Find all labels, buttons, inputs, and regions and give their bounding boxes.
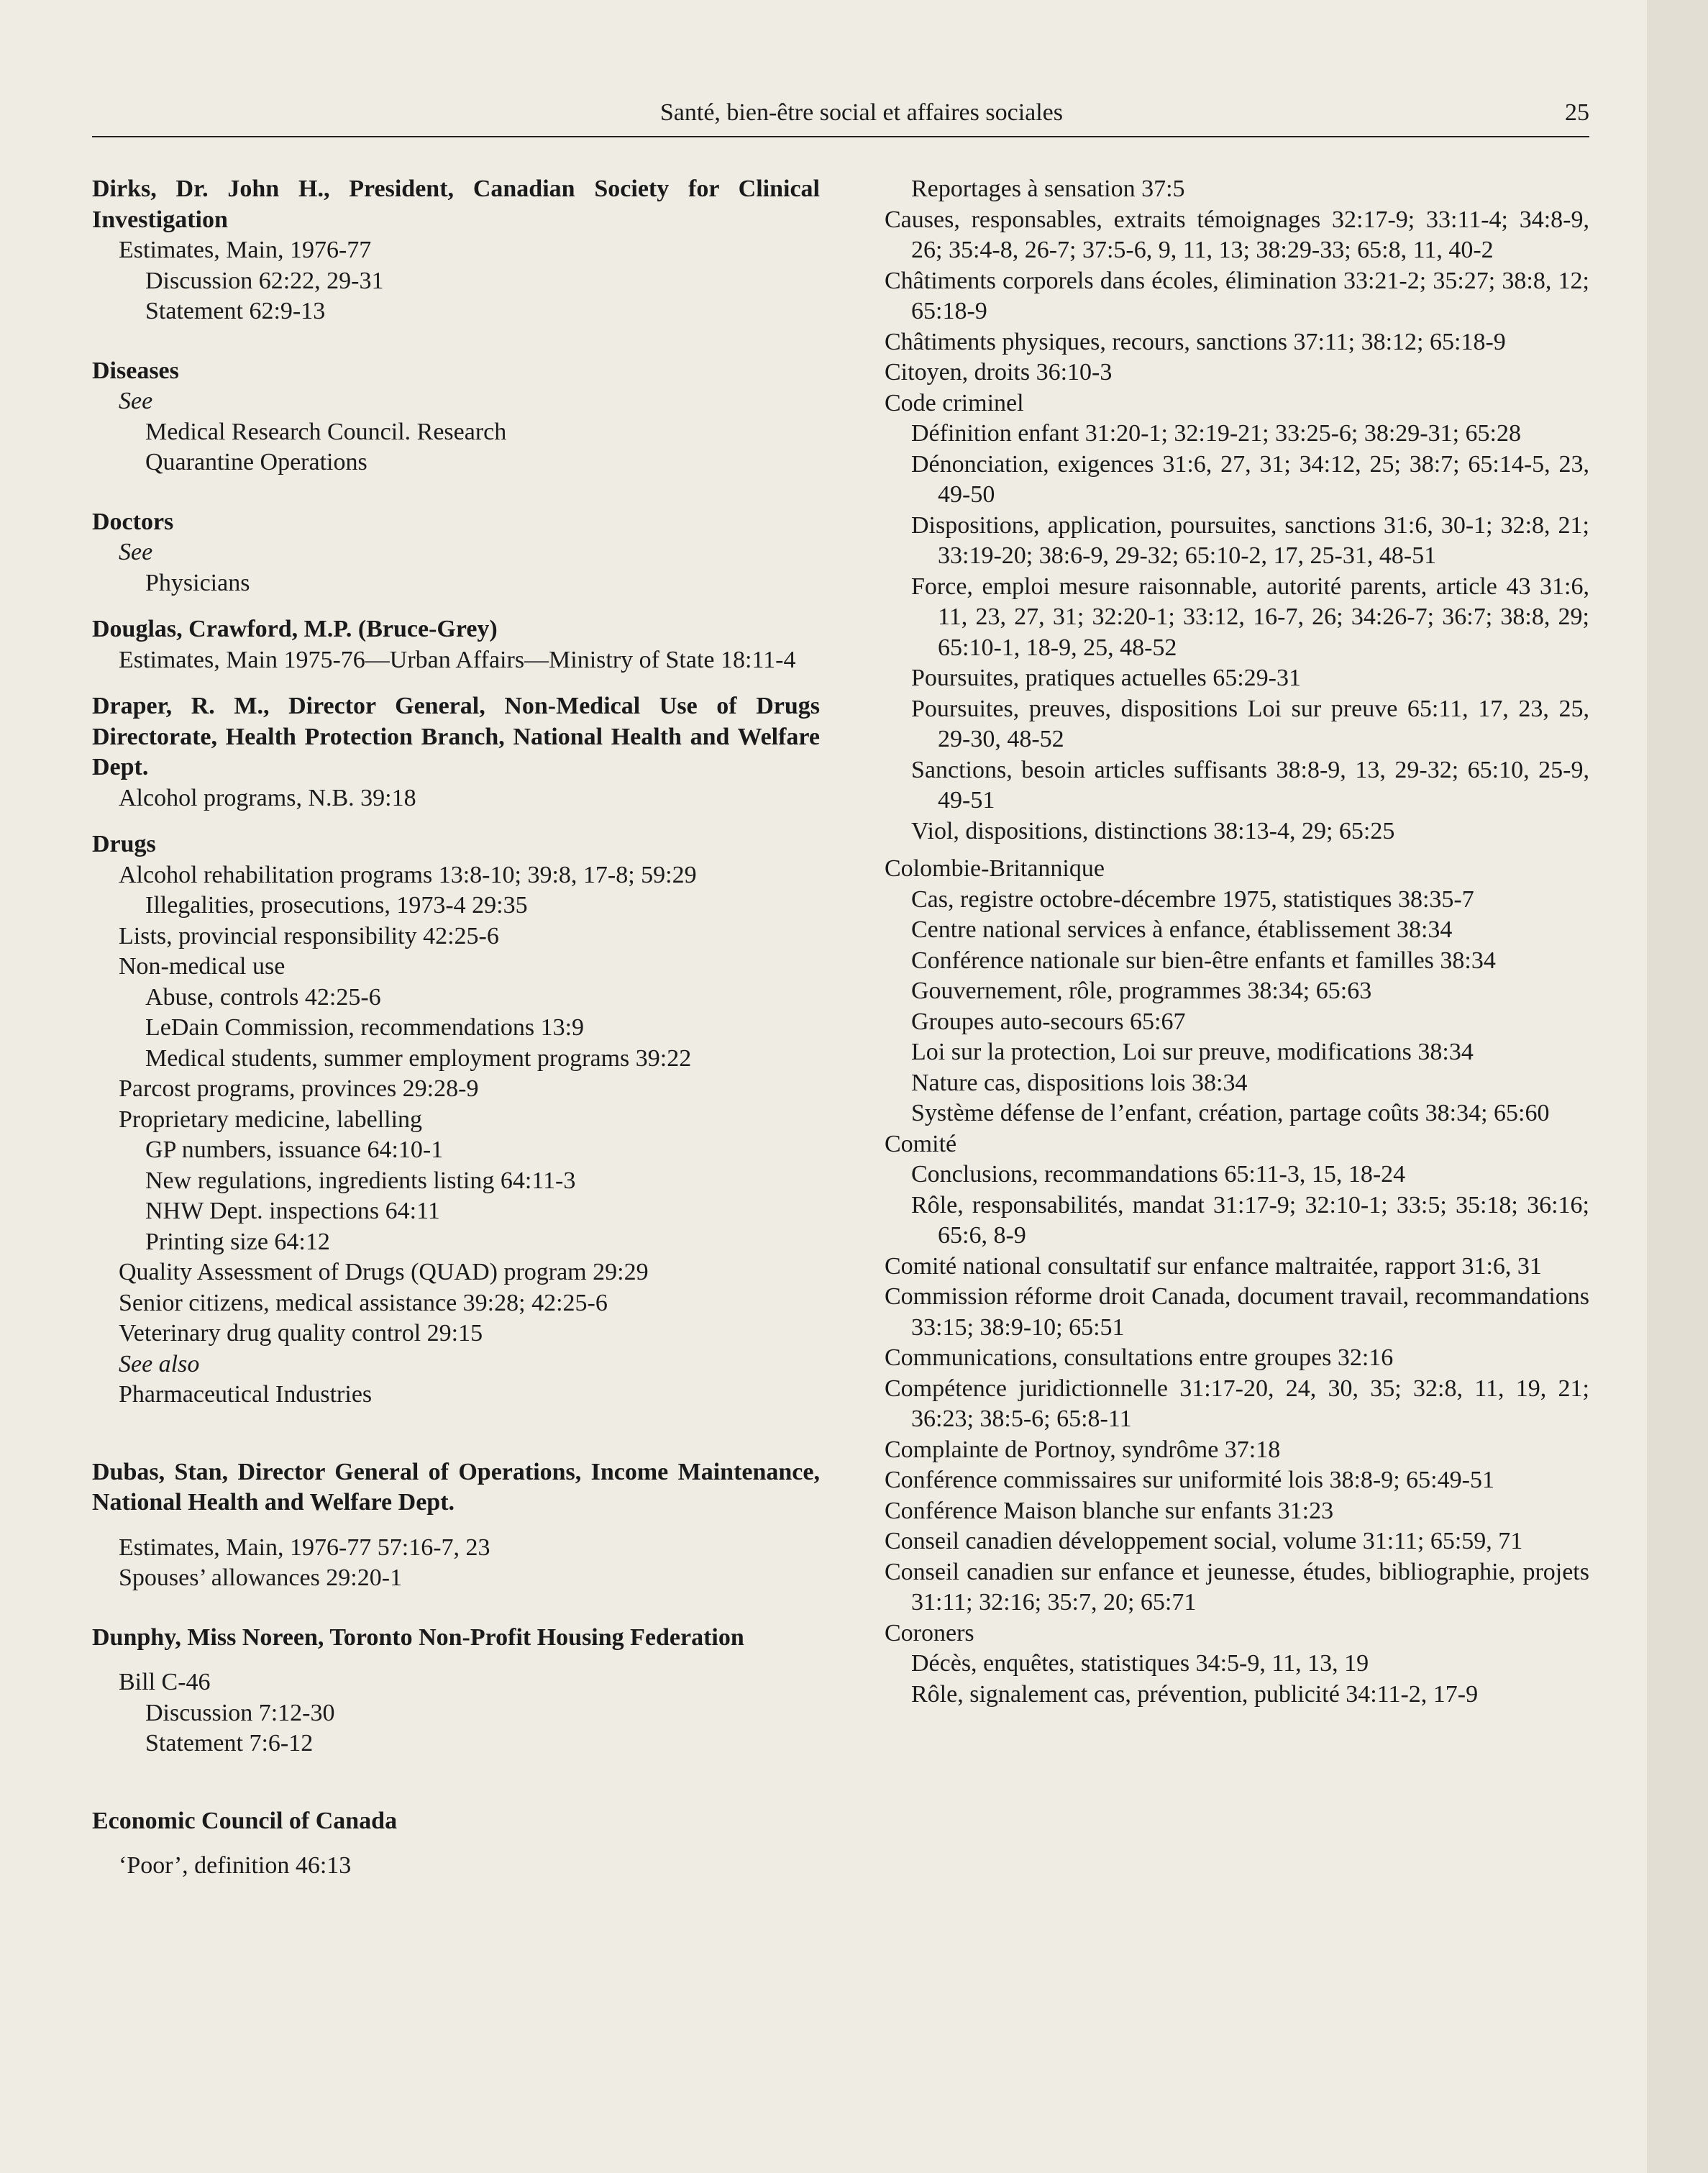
page-edge [1647,0,1708,2173]
index-subentry: Discussion 62:22, 29-31 [145,267,384,294]
index-subentry: Rôle, signalement cas, prévention, publicité 34:11-2, 17-9 [911,1680,1479,1708]
index-subentry: GP numbers, issuance 64:10-1 [145,1136,444,1163]
spacer [92,1518,820,1533]
index-heading: Dubas, Stan, Director General of Operations, Income Maintenance, National Health and Welfare Dept. [92,1458,820,1516]
index-subentry: Illegalities, prosecutions, 1973-4 29:35 [145,892,528,919]
index-subentry: Poursuites, preuves, dispositions Loi sur preuve 65:11, 17, 23, 25, 29-30, 48-52 [911,695,1589,752]
index-entry: Conseil canadien sur enfance et jeunesse, études, bibliographie, projets 31:11; 32:16; 35:7, 20; 65:71 [885,1558,1589,1616]
index-subentry: Lists, provincial responsibility 42:25-6 [119,922,499,949]
index-entry: Citoyen, droits 36:10-3 [885,359,1113,386]
index-subentry: Alcohol programs, N.B. 39:18 [119,784,416,811]
index-subentry: Quality Assessment of Drugs (QUAD) program 29:29 [119,1259,649,1285]
cross-reference-label: See also [119,1350,200,1377]
index-subentry: Statement 62:9-13 [145,298,326,324]
index-subentry: Abuse, controls 42:25-6 [145,983,381,1011]
spacer [92,1411,820,1457]
index-subentry: Centre national services à enfance, établissement 38:34 [911,916,1453,943]
index-entry: Conseil canadien développement social, volume 31:11; 65:59, 71 [885,1528,1523,1554]
index-subentry: Pharmaceutical Industries [119,1381,373,1408]
index-entry: Complainte de Portnoy, syndrôme 37:18 [885,1436,1281,1463]
index-entry: Châtiments physiques, recours, sanctions 37:11; 38:12; 65:18-9 [885,328,1506,355]
index-subentry: Reportages à sensation 37:5 [911,176,1185,202]
index-subentry: Physicians [145,569,250,596]
index-heading: Diseases [92,357,179,384]
index-subentry: Estimates, Main 1975-76—Urban Affairs—Ministry of State 18:11-4 [119,646,796,673]
index-subentry: Dispositions, application, poursuites, sanctions 31:6, 30-1; 32:8, 21; 33:19-20; 38:6-9, 29-32; 65:10-2, 17, 25-31, 48-51 [911,511,1589,569]
index-heading: Economic Council of Canada [92,1807,398,1834]
page-number: 25 [1565,99,1589,126]
index-subentry: LeDain Commission, recommendations 13:9 [145,1014,585,1041]
index-subentry: ‘Poor’, definition 46:13 [119,1852,352,1879]
index-entry: Comité [885,1130,957,1157]
index-subentry: Sanctions, besoin articles suffisants 38:8-9, 13, 29-32; 65:10, 25-9, 49-51 [911,756,1589,814]
index-subentry: Senior citizens, medical assistance 39:28; 42:25-6 [119,1289,608,1316]
spacer [92,1759,820,1806]
index-subentry: Medical Research Council. Research [145,418,507,445]
index-entry: Colombie-Britannique [885,855,1105,882]
index-heading: Drugs [92,831,156,857]
spacer [92,675,820,691]
index-heading: Draper, R. M., Director General, Non-Medical Use of Drugs Directorate, Health Protection Branch, National Health and Welfare Dept. [92,693,820,780]
index-subentry: Veterinary drug quality control 29:15 [119,1320,483,1347]
index-subentry: Conclusions, recommandations 65:11-3, 15, 18-24 [911,1161,1406,1188]
index-subentry: Conférence nationale sur bien-être enfants et familles 38:34 [911,947,1496,974]
index-subentry: Bill C-46 [119,1669,211,1695]
index-subentry: Statement 7:6-12 [145,1730,314,1757]
spacer [92,327,820,356]
index-entry: Communications, consultations entre groupes 32:16 [885,1344,1394,1371]
spacer [92,478,820,507]
index-entry: Comité national consultatif sur enfance maltraitée, rapport 31:6, 31 [885,1252,1542,1280]
index-subentry: Parcost programs, provinces 29:28-9 [119,1075,479,1102]
index-subentry: Dénonciation, exigences 31:6, 27, 31; 34:12, 25; 38:7; 65:14-5, 23, 49-50 [911,450,1589,508]
index-subentry: Groupes auto-secours 65:67 [911,1008,1186,1035]
index-heading: Dirks, Dr. John H., President, Canadian Society for Clinical Investigation [92,176,820,233]
index-subentry: Viol, dispositions, distinctions 38:13-4, 29; 65:25 [911,817,1395,844]
index-subentry: Système défense de l’enfant, création, partage coûts 38:34; 65:60 [911,1100,1550,1126]
index-subentry: Printing size 64:12 [145,1228,330,1255]
index-subentry: Medical students, summer employment programs 39:22 [145,1044,692,1072]
spacer [92,814,820,829]
index-heading: Dunphy, Miss Noreen, Toronto Non-Profit Housing Federation [92,1623,744,1651]
index-entry: Code criminel [885,389,1024,416]
index-entry: Châtiments corporels dans écoles, élimination 33:21-2; 35:27; 38:8, 12; 65:18-9 [885,267,1589,324]
index-subentry: Gouvernement, rôle, programmes 38:34; 65:63 [911,978,1372,1004]
index-subentry: New regulations, ingredients listing 64:11-3 [145,1167,576,1194]
index-subentry: Rôle, responsabilités, mandat 31:17-9; 32:10-1; 33:5; 35:18; 36:16; 65:6, 8-9 [911,1191,1589,1249]
index-subentry: Quarantine Operations [145,449,367,475]
index-subentry: Poursuites, pratiques actuelles 65:29-31 [911,665,1302,691]
spacer [92,1653,820,1667]
index-entry: Compétence juridictionnelle 31:17-20, 24, 30, 35; 32:8, 11, 19, 21; 36:23; 38:5-6; 65:8-11 [885,1375,1589,1432]
index-subentry: Nature cas, dispositions lois 38:34 [911,1069,1248,1096]
cross-reference-label: See [119,539,153,565]
spacer [92,1594,820,1623]
index-entry: Coroners [885,1619,974,1646]
cross-reference-label: See [119,388,153,414]
index-entry: Commission réforme droit Canada, document travail, recommandations 33:15; 38:9-10; 65:51 [885,1283,1589,1341]
index-subentry: Estimates, Main, 1976-77 57:16-7, 23 [119,1534,490,1561]
index-heading: Doctors [92,508,174,535]
index-entry: Causes, responsables, extraits témoignages 32:17-9; 33:11-4; 34:8-9, 26; 35:4-8, 26-7; 37:5-6, 9, 11, 13; 38:29-33; 65:8, 11, 40-2 [885,206,1589,263]
spacer [885,847,1589,854]
index-entry: Conférence Maison blanche sur enfants 31:23 [885,1497,1334,1524]
index-subentry: Spouses’ allowances 29:20-1 [119,1564,403,1591]
index-subentry: Discussion 7:12-30 [145,1699,335,1726]
index-subentry: Cas, registre octobre-décembre 1975, statistiques 38:35-7 [911,885,1474,913]
spacer [92,1836,820,1851]
index-entry: Conférence commissaires sur uniformité lois 38:8-9; 65:49-51 [885,1467,1494,1493]
index-subentry: Alcohol rehabilitation programs 13:8-10; 39:8, 17-8; 59:29 [119,861,697,888]
index-subentry: Définition enfant 31:20-1; 32:19-21; 33:25-6; 38:29-31; 65:28 [911,420,1522,447]
index-subentry: Estimates, Main, 1976-77 [119,237,372,263]
index-subentry: Proprietary medicine, labelling [119,1106,423,1133]
index-subentry: Force, emploi mesure raisonnable, autorité parents, article 43 31:6, 11, 23, 27, 31; 32:20-1; 33:12, 16-7, 26; 34:26-7; 36:7; 38:8, 29; 65:10-1, 18-9, 25, 48-52 [911,573,1589,661]
index-subentry: Décès, enquêtes, statistiques 34:5-9, 11, 13, 19 [911,1650,1369,1677]
header-rule [92,136,1589,137]
index-heading: Douglas, Crawford, M.P. (Bruce-Grey) [92,616,498,642]
index-subentry: Non-medical use [119,953,286,980]
right-index-column [885,174,1589,1710]
running-header-title: Santé, bien-être social et affaires sociales [659,99,1063,126]
index-subentry: NHW Dept. inspections 64:11 [145,1198,440,1224]
left-index-column [92,174,820,1882]
spacer [92,598,820,614]
index-subentry: Loi sur la protection, Loi sur preuve, modifications 38:34 [911,1039,1474,1065]
